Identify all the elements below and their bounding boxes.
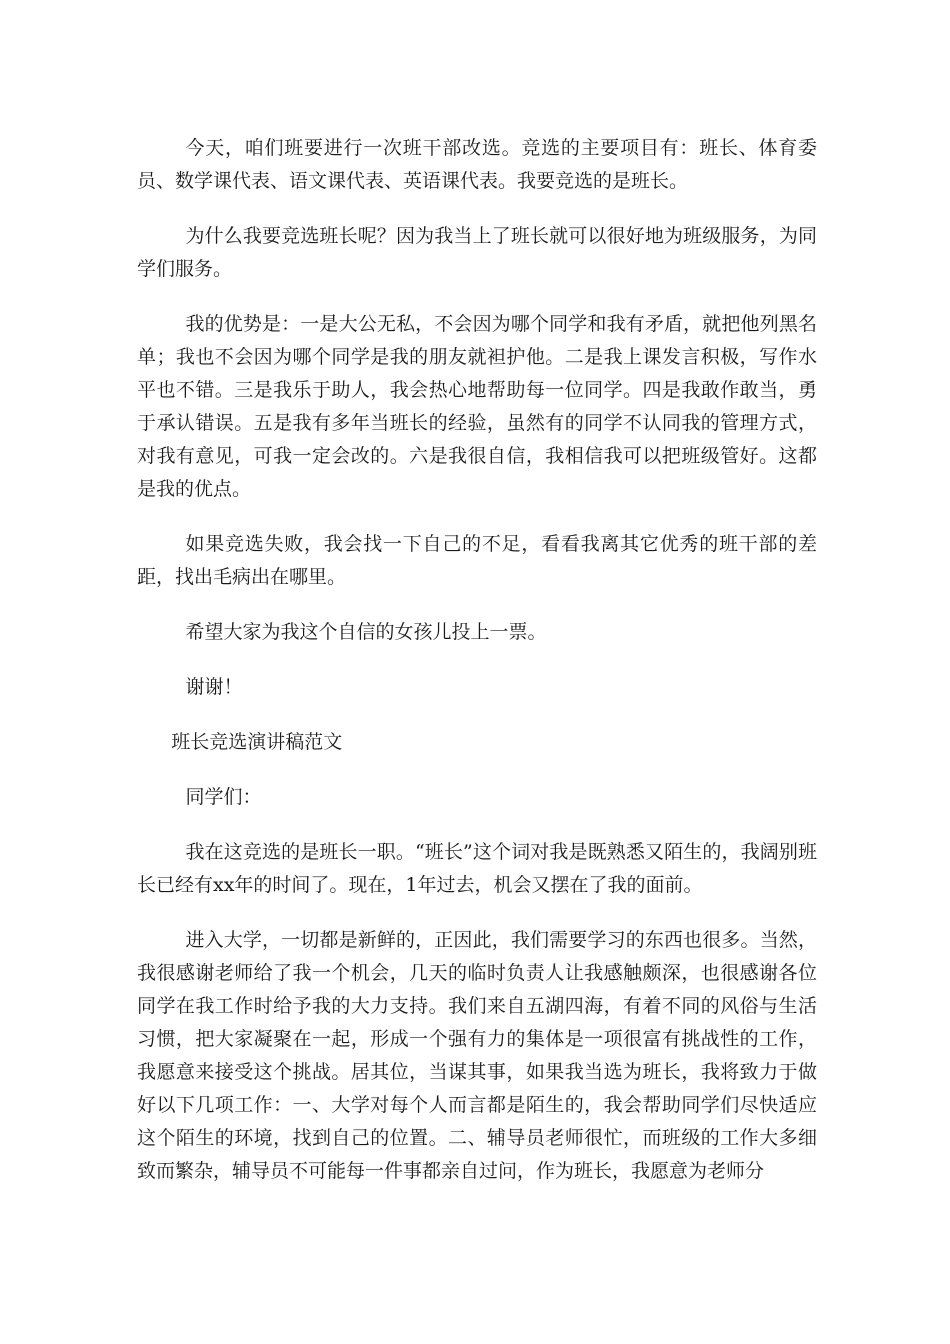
- paragraph-vote-request: 希望大家为我这个自信的女孩儿投上一票。: [185, 621, 547, 643]
- paragraph-salutation: 同学们：: [185, 786, 262, 808]
- section-heading: 班长竞选演讲稿范文: [171, 731, 343, 753]
- paragraph-thanks: 谢谢！: [185, 676, 243, 698]
- paragraph-if-fail: 如果竞选失败，我会找一下自己的不足，看看我离其它优秀的班干部的差距，找出毛病出在哪里。: [137, 533, 817, 588]
- paragraph-intro: 今天，咱们班要进行一次班干部改选。竞选的主要项目有：班长、体育委员、数学课代表、语文课代表、英语课代表。我要竞选的是班长。: [137, 137, 817, 192]
- paragraph-reason: 为什么我要竞选班长呢？因为我当上了班长就可以很好地为班级服务，为同学们服务。: [137, 225, 817, 280]
- paragraph-college-plans: 进入大学，一切都是新鲜的，正因此，我们需要学习的东西也很多。当然，我很感谢老师给了我一个机会，几天的临时负责人让我感触颇深，也很感谢各位同学在我工作时给予我的大力支持。我们来自五湖四海，有着不同的风俗与生活习惯，把大家凝聚在一起，形成一个强有力的集体是一项很富有挑战性的工作，我愿意来接受这个挑战。居其位，当谋其事，如果我当选为班长，我将致力于做好以下几项工作：一、大学对每个人而言都是陌生的，我会帮助同学们尽快适应这个陌生的环境，找到自己的位置。二、辅导员老师很忙，而班级的工作大多细致而繁杂，辅导员不可能每一件事都亲自过问，作为班长，我愿意为老师分: [137, 929, 817, 1182]
- paragraph-advantages: 我的优势是：一是大公无私，不会因为哪个同学和我有矛盾，就把他列黑名单；我也不会因为哪个同学是我的朋友就袒护他。二是我上课发言积极，写作水平也不错。三是我乐于助人，我会热心地帮助每一位同学。四是我敢作敢当，勇于承认错误。五是我有多年当班长的经验，虽然有的同学不认同我的管理方式，对我有意见，可我一定会改的。六是我很自信，我相信我可以把班级管好。这都是我的优点。: [137, 313, 817, 500]
- paragraph-position: 我在这竞选的是班长一职。“班长”这个词对我是既熟悉又陌生的，我阔别班长已经有xx年的时间了。现在，1年过去，机会又摆在了我的面前。: [137, 841, 817, 896]
- document-body: [137, 132, 817, 1210]
